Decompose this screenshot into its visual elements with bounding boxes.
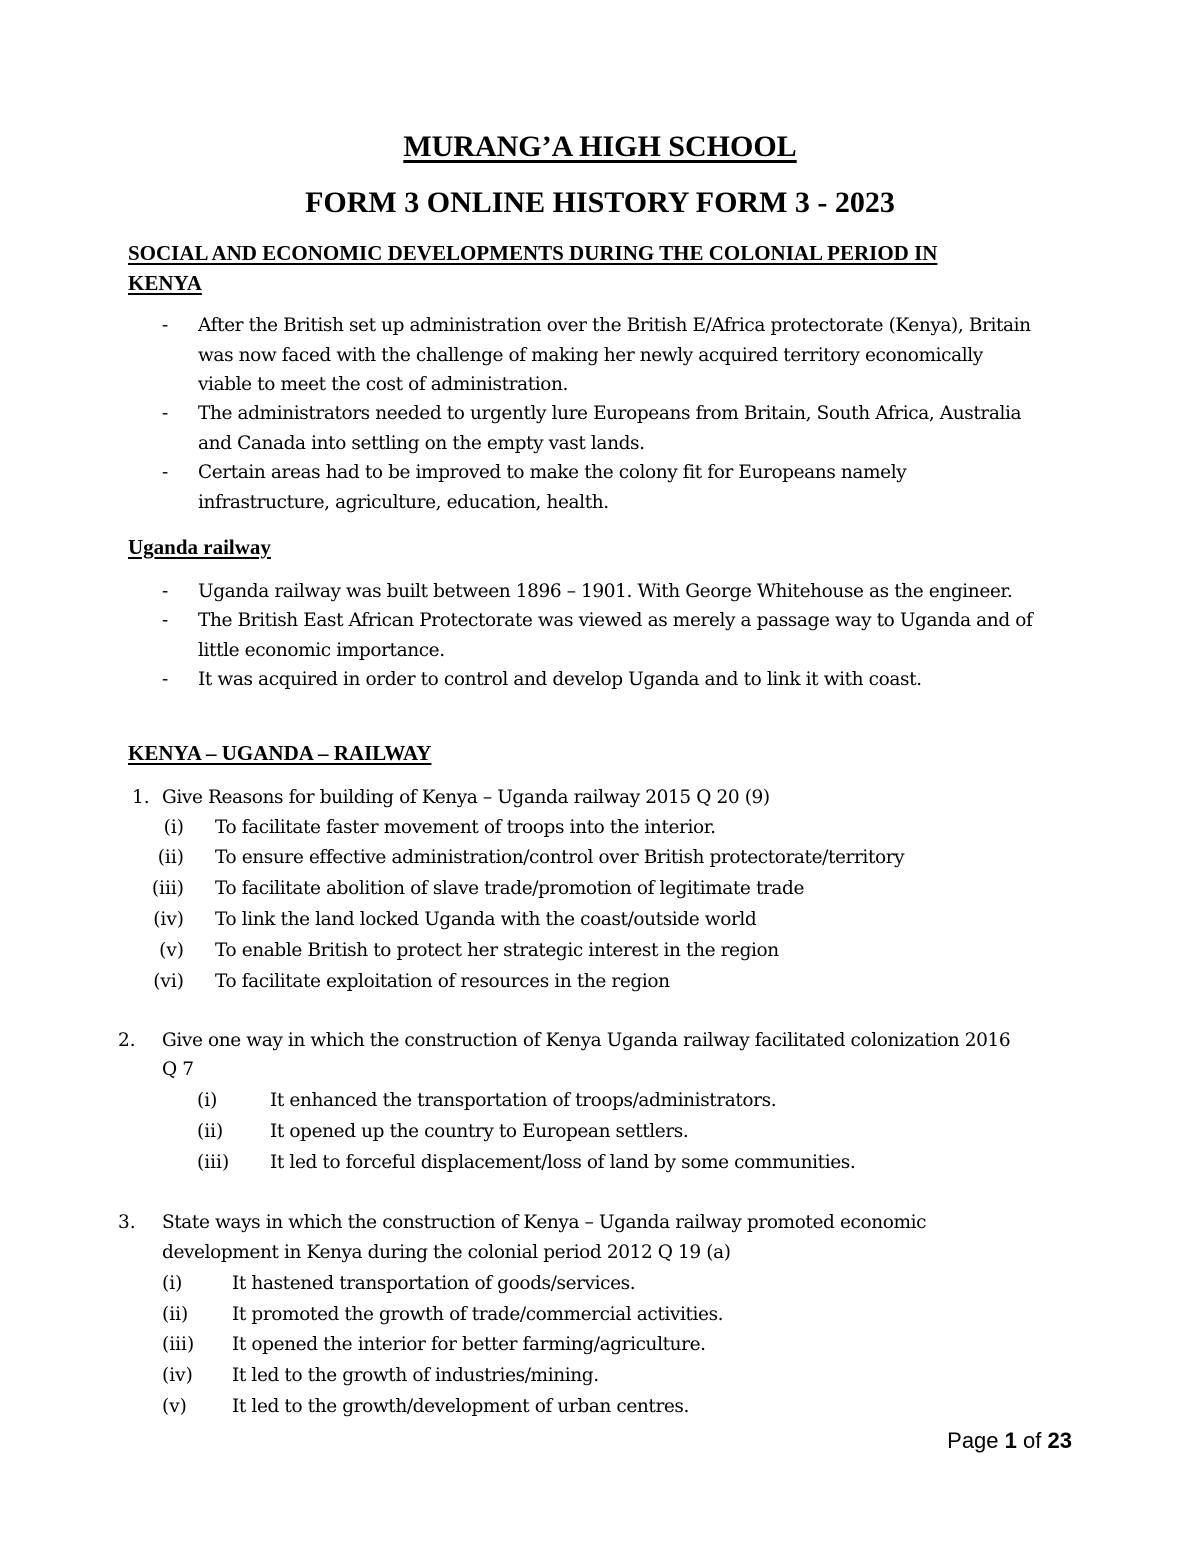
question-text: development in Kenya during the colonial period 2012 Q 19 (a) xyxy=(162,1242,731,1263)
answer-number: (iii) xyxy=(162,1334,195,1355)
question-text: Give Reasons for building of Kenya – Uganda railway 2015 Q 20 (9) xyxy=(162,787,770,808)
answer-number: (v) xyxy=(159,940,184,961)
answer-text: To link the land locked Uganda with the coast/outside world xyxy=(215,909,757,930)
answer-text: It led to the growth/development of urban centres. xyxy=(232,1396,690,1417)
answer-number: (v) xyxy=(162,1396,187,1417)
list-item-line: and Canada into settling on the empty vast lands. xyxy=(198,433,645,454)
answer-number: (iii) xyxy=(151,878,184,899)
answer-text: It led to forceful displacement/loss of land by some communities. xyxy=(270,1152,856,1173)
bullet-dash: - xyxy=(162,462,169,483)
answer-number: (vi) xyxy=(153,971,184,992)
list-item-line: After the British set up administration over the British E/Africa protectorate (Kenya), Britain xyxy=(198,315,1031,336)
section-heading-social-economic: SOCIAL AND ECONOMIC DEVELOPMENTS DURING THE COLONIAL PERIOD IN KENYA xyxy=(128,241,938,295)
bullet-dash: - xyxy=(162,403,169,424)
answer-text: It hastened transportation of goods/services. xyxy=(232,1273,636,1294)
answer-number: (ii) xyxy=(197,1121,224,1142)
question-text: State ways in which the construction of Kenya – Uganda railway promoted economic xyxy=(162,1212,927,1233)
section-heading-kenya-uganda-railway: KENYA – UGANDA – RAILWAY xyxy=(128,741,432,765)
document-subtitle: FORM 3 ONLINE HISTORY FORM 3 - 2023 xyxy=(305,186,895,219)
question-number: 3. xyxy=(118,1212,136,1233)
page-number-footer: Page 1 of 23 xyxy=(947,1428,1072,1453)
answer-text: It enhanced the transportation of troops/administrators. xyxy=(270,1090,777,1111)
answer-text: To facilitate faster movement of troops into the interior. xyxy=(215,817,716,838)
question-number: 1. xyxy=(132,787,150,808)
list-item-line: was now faced with the challenge of making her newly acquired territory economically xyxy=(198,345,983,366)
answer-text: To enable British to protect her strategic interest in the region xyxy=(215,940,779,961)
bullet-dash: - xyxy=(162,581,169,602)
bullet-dash: - xyxy=(162,669,169,690)
answer-number: (ii) xyxy=(157,847,184,868)
bullet-dash: - xyxy=(162,610,169,631)
question-text: Q 7 xyxy=(162,1059,194,1080)
answer-text: It promoted the growth of trade/commercial activities. xyxy=(232,1304,724,1325)
school-title: MURANG’A HIGH SCHOOL xyxy=(403,130,797,163)
answer-text: To ensure effective administration/control over British protectorate/territory xyxy=(215,847,905,868)
list-item-line: Certain areas had to be improved to make the colony fit for Europeans namely xyxy=(198,462,907,483)
list-item-line: little economic importance. xyxy=(198,640,445,661)
answer-number: (ii) xyxy=(162,1304,189,1325)
answer-number: (i) xyxy=(162,1273,183,1294)
list-item-line: The administrators needed to urgently lure Europeans from Britain, South Africa, Australia xyxy=(198,403,1022,424)
list-item-line: infrastructure, agriculture, education, health. xyxy=(198,492,609,513)
question-text: Give one way in which the construction of Kenya Uganda railway facilitated colonization 2016 xyxy=(162,1030,1011,1051)
answer-number: (iv) xyxy=(162,1365,193,1386)
answer-number: (iii) xyxy=(197,1152,230,1173)
answer-number: (i) xyxy=(197,1090,218,1111)
bullet-dash: - xyxy=(162,315,169,336)
answer-text: To facilitate exploitation of resources in the region xyxy=(215,971,670,992)
section-heading-uganda-railway: Uganda railway xyxy=(128,535,271,559)
answer-text: To facilitate abolition of slave trade/promotion of legitimate trade xyxy=(215,878,805,899)
answer-text: It opened up the country to European settlers. xyxy=(270,1121,689,1142)
answer-text: It led to the growth of industries/mining. xyxy=(232,1365,599,1386)
list-item-line: Uganda railway was built between 1896 – 1901. With George Whitehouse as the engineer. xyxy=(198,581,1013,602)
answer-number: (i) xyxy=(163,817,184,838)
question-number: 2. xyxy=(118,1030,136,1051)
answer-number: (iv) xyxy=(153,909,184,930)
list-item-line: The British East African Protectorate was viewed as merely a passage way to Uganda and of xyxy=(198,610,1033,631)
list-item-line: viable to meet the cost of administration. xyxy=(198,374,568,395)
list-item-line: It was acquired in order to control and develop Uganda and to link it with coast. xyxy=(198,669,922,690)
answer-text: It opened the interior for better farming/agriculture. xyxy=(232,1334,706,1355)
